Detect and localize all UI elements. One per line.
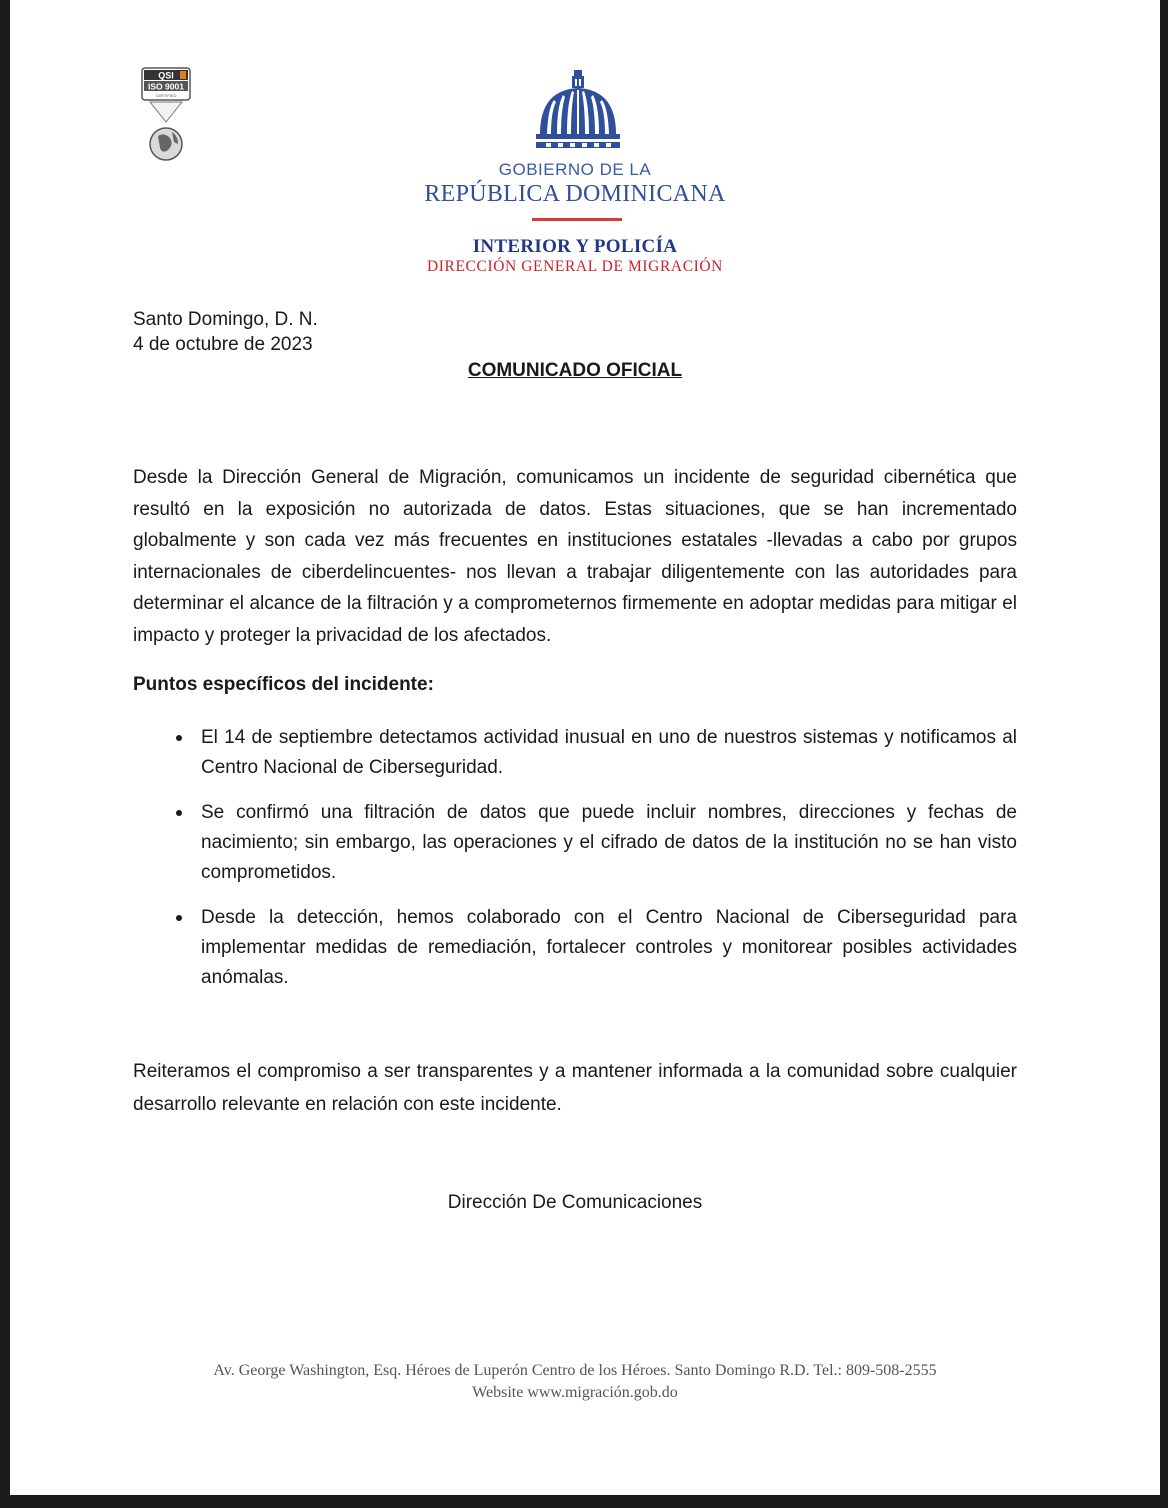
list-item-text: Desde la detección, hemos colaborado con el Centro Nacional de Ciberseguridad para implementar medidas de remediación, fortalecer controles y monitorear posibles actividades anómalas. — [201, 907, 1017, 988]
letter-place: Santo Domingo, D. N. — [133, 309, 318, 330]
document-title: COMUNICADO OFICIAL — [467, 360, 683, 381]
list-item — [133, 903, 1017, 993]
bullet-icon — [176, 735, 182, 741]
iso-certification-badge — [136, 66, 196, 166]
svg-text:QSI: QSI — [158, 70, 174, 81]
government-dome-emblem — [532, 68, 624, 150]
bullet-icon — [176, 915, 182, 921]
points-heading: Puntos específicos del incidente: — [133, 674, 434, 695]
closing-paragraph: Reiteramos el compromiso a ser transparentes y a mantener informada a la comunidad sobre cualquier desarrollo relevante en relación con este incidente. — [133, 1061, 1017, 1115]
intro-paragraph: Desde la Dirección General de Migración, comunicamos un incidente de seguridad cibernética que resultó en la exposición no autorizada de datos. Estas situaciones, que se han incrementado globalmente y son cada vez más frecuentes en instituciones estatales -llevadas a cabo por grupos internacionales de ciberdelincuentes- nos llevan a trabajar diligentemente con las autoridades para determinar el alcance de la filtración y a comprometernos firmemente en adoptar medidas para mitigar el impacto y proteger la privacidad de los afectados. — [133, 467, 1017, 646]
svg-text:ISO 9001: ISO 9001 — [148, 81, 184, 92]
letterhead-divider — [532, 218, 622, 221]
list-item — [133, 723, 1017, 783]
footer-website: Website www.migración.gob.do — [472, 1384, 678, 1401]
svg-text:CERTIFIED: CERTIFIED — [155, 93, 177, 98]
list-item-text: El 14 de septiembre detectamos actividad inusual en uno de nuestros sistemas y notificamos al Centro Nacional de Ciberseguridad. — [201, 727, 1017, 778]
incident-points-list — [133, 723, 1017, 1008]
letter-date: 4 de octubre de 2023 — [133, 334, 313, 355]
agency-name: DIRECCIÓN GENERAL DE MIGRACIÓN — [427, 258, 723, 275]
list-item — [133, 798, 1017, 888]
government-name-line1: GOBIERNO DE LA — [498, 160, 652, 179]
government-name-line2: REPÚBLICA DOMINICANA — [424, 181, 726, 207]
footer-address: Av. George Washington, Esq. Héroes de Luperón Centro de los Héroes. Santo Domingo R.D. Tel.: 809-508-2555 — [213, 1362, 937, 1379]
signature: Dirección De Comunicaciones — [447, 1192, 703, 1213]
list-item-text: Se confirmó una filtración de datos que puede incluir nombres, direcciones y fechas de nacimiento; sin embargo, las operaciones y el cifrado de datos de la institución no se han visto comprometidos. — [201, 802, 1017, 883]
bullet-icon — [176, 810, 182, 816]
ministry-name: INTERIOR Y POLICÍA — [472, 236, 678, 257]
